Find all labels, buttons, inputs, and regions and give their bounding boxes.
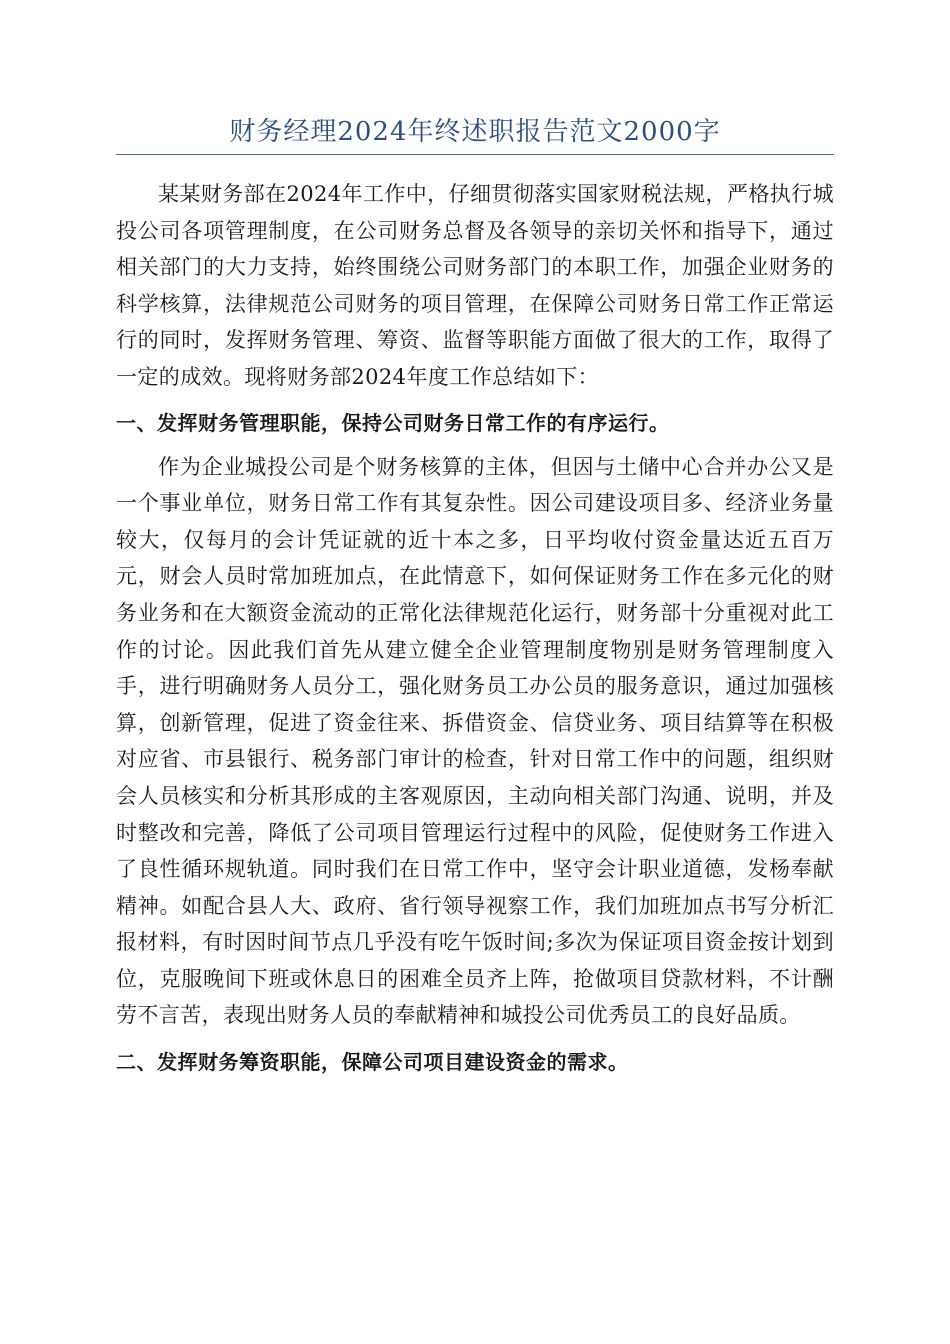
title-underline <box>116 154 834 155</box>
section-heading-2: 二、发挥财务筹资职能，保障公司项目建设资金的需求。 <box>116 1050 629 1075</box>
document-body <box>116 172 834 1080</box>
section-1-paragraph: 作为企业城投公司是个财务核算的主体，但因与土储中心合并办公又是一个事业单位，财务日常工作有其复杂性。因公司建设项目多、经济业务量较大，仅每月的会计凭证就的近十本之多，日平均收付资金量达近五百万元，财会人员时常加班加点，在此情意下，如何保证财务工作在多元化的财务业务和在大额资金流动的正常化法律规范化运行，财务部十分重视对此工作的讨论。因此我们首先从建立健全企业管理制度物别是财务管理制度入手，进行明确财务人员分工，强化财务员工办公员的服务意识，通过加强核算，创新管理，促进了资金往来、拆借资金、信贷业务、项目结算等在积极对应省、市县银行、税务部门审计的检查，针对日常工作中的问题，组织财会人员核实和分析其形成的主客观原因，主动向相关部门沟通、说明，并及时整改和完善，降低了公司项目管理运行过程中的风险，促使财务工作进入了良性循环规轨道。同时我们在日常工作中，坚守会计职业道德，发杨奉献精神。如配合县人大、政府、省行领导视察工作，我们加班加点书写分析汇报材料，有时因时间节点几乎没有吃午饭时间;多次为保证项目资金按计划到位，克服晚间下班或休息日的困难全员齐上阵，抢做项目贷款材料，不计酬劳不言苦，表现出财务人员的奉献精神和城投公司优秀员工的良好品质。 <box>116 454 834 1028</box>
document-title: 财务经理2024年终述职报告范文2000字 <box>229 117 721 147</box>
section-heading-1: 一、发挥财务管理职能，保持公司财务日常工作的有序运行。 <box>116 410 670 435</box>
intro-paragraph: 某某财务部在2024年工作中，仔细贯彻落实国家财税法规，严格执行城投公司各项管理制度，在公司财务总督及各领导的亲切关怀和指导下，通过相关部门的大力支持，始终围绕公司财务部门的本职工作，加强企业财务的科学核算，法律规范公司财务的项目管理，在保障公司财务日常工作正常运行的同时，发挥财务管理、筹资、监督等职能方面做了很大的工作，取得了一定的成效。现将财务部2024年度工作总结如下： <box>116 182 834 389</box>
